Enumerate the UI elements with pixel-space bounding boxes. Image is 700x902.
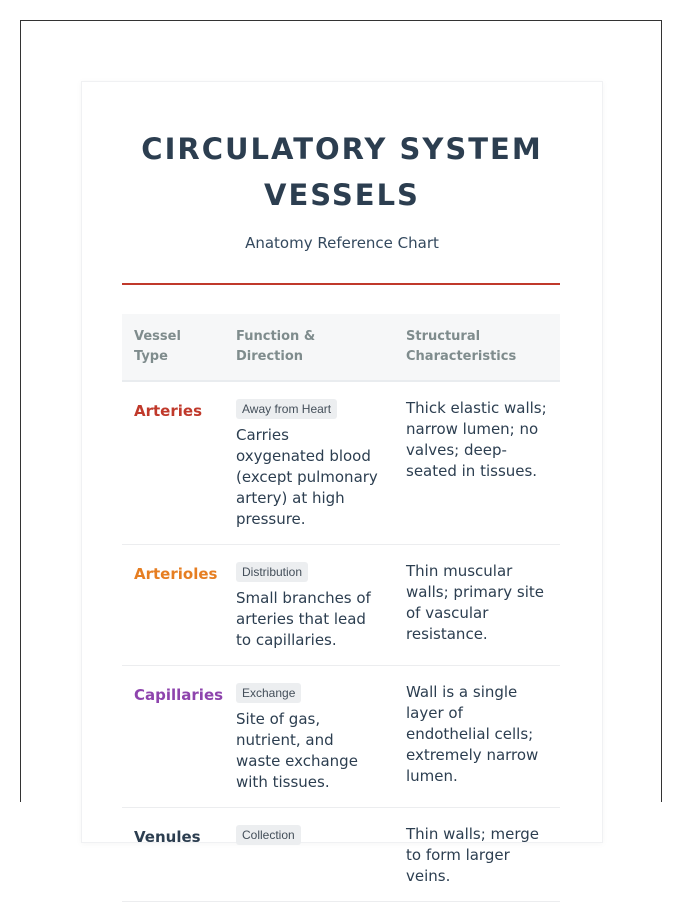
vessel-table <box>122 314 560 902</box>
function-text: Site of gas, nutrient, and waste exchange with tissues. <box>236 710 358 791</box>
accent-divider <box>122 283 560 285</box>
table-row <box>122 381 560 545</box>
function-cell <box>224 666 394 808</box>
function-text: Small branches of arteries that lead to capillaries. <box>236 589 371 649</box>
table-header-row <box>122 314 560 381</box>
function-cell <box>224 808 394 902</box>
column-header-function: Function & Direction <box>224 314 394 381</box>
column-header-vessel-type: Vessel Type <box>122 314 224 381</box>
direction-badge: Exchange <box>236 683 301 703</box>
column-header-structure: Structural Characteristics <box>394 314 560 381</box>
direction-badge: Distribution <box>236 562 308 582</box>
reference-card <box>81 81 603 885</box>
vessel-name-arterioles: Arterioles <box>122 545 224 666</box>
structure-text: Thick elastic walls; narrow lumen; no valves; deep-seated in tissues. <box>394 381 560 545</box>
direction-badge: Away from Heart <box>236 399 337 419</box>
structure-text: Thin muscular walls; primary site of vascular resistance. <box>394 545 560 666</box>
function-cell <box>224 381 394 545</box>
page-title: CIRCULATORY SYSTEM VESSELS <box>141 132 543 212</box>
function-cell <box>224 545 394 666</box>
page-frame <box>20 20 662 885</box>
structure-text: Wall is a single layer of endothelial cells; extremely narrow lumen. <box>394 666 560 808</box>
vessel-name-venules: Venules <box>122 808 224 902</box>
direction-badge: Collection <box>236 825 301 845</box>
vessel-name-capillaries: Capillaries <box>122 666 224 808</box>
table-row <box>122 545 560 666</box>
function-text: Carries oxygenated blood (except pulmonary artery) at high pressure. <box>236 426 378 528</box>
vessel-name-arteries: Arteries <box>122 381 224 545</box>
page-subtitle: Anatomy Reference Chart <box>245 234 439 252</box>
table-row <box>122 808 560 902</box>
structure-text: Thin walls; merge to form larger veins. <box>394 808 560 902</box>
table-row <box>122 666 560 808</box>
table-header <box>122 314 560 381</box>
